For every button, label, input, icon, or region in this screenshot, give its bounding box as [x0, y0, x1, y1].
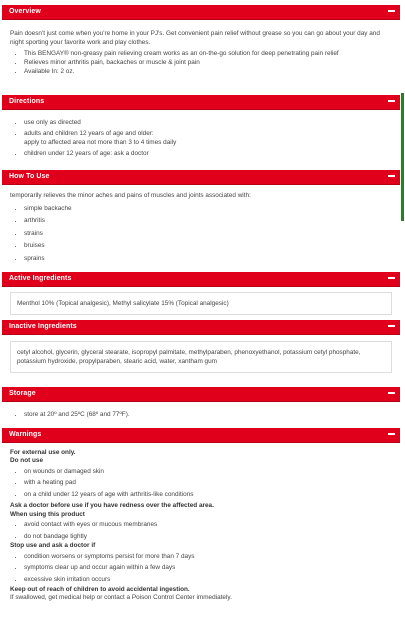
list-item: • bruises	[24, 240, 392, 253]
storage-title: Storage	[9, 390, 36, 397]
list-item: • on a child under 12 years of age with arthritis-like conditions	[24, 489, 392, 501]
list-item: • condition worsens or symptoms persist for more than 7 days	[24, 551, 392, 563]
warnings-swallowed: If swallowed, get medical help or contact a Poison Control Center immediately.	[10, 594, 232, 602]
list-item: • with a heating pad	[24, 477, 392, 489]
minus-icon[interactable]	[388, 10, 395, 12]
inactive-ingredients-text: cetyl alcohol, glycerin, glyceral stearate, isopropyl palmitate, methylparaben, phenoxyethanol, potassium cetyl phosphate, potassium hydroxide, propylparaben, stearic acid, water, xantham gum	[17, 349, 361, 365]
how-to-use-intro: temporarily relieves the minor aches and pains of muscles and joints associated with:	[10, 192, 251, 199]
list-item: • use only as directed	[24, 118, 392, 127]
active-ingredients-section	[2, 272, 400, 315]
overview-section	[2, 5, 400, 76]
inactive-ingredients-title: Inactive Ingredients	[9, 323, 77, 330]
list-item: • on wounds or damaged skin	[24, 466, 392, 478]
directions-body	[2, 110, 400, 158]
list-item: • arthritis	[24, 215, 392, 228]
directions-title: Directions	[9, 98, 45, 105]
minus-icon[interactable]	[388, 100, 395, 102]
list-item: • Available In: 2 oz.	[24, 67, 392, 76]
overview-title: Overview	[9, 8, 41, 15]
minus-icon[interactable]	[388, 277, 395, 279]
list-item-line: adults and children 12 years of age and older:	[24, 130, 154, 137]
storage-header[interactable]	[2, 387, 400, 402]
overview-list	[10, 49, 392, 76]
stop-use-list	[10, 551, 392, 586]
how-to-use-header[interactable]	[2, 170, 400, 185]
minus-icon[interactable]	[388, 325, 395, 327]
warnings-body	[2, 443, 400, 603]
page-edge-accent	[401, 93, 404, 221]
list-item	[24, 129, 392, 147]
warnings-section	[2, 428, 400, 603]
how-to-use-body	[2, 185, 400, 265]
inactive-ingredients-box	[10, 341, 392, 373]
active-ingredients-box	[10, 292, 392, 315]
overview-paragraph: Pain doesn't just come when you're home in your PJ's. Get convenient pain relief without grease so you can go about your day and night sporting your favorite work and play clothes.	[10, 30, 380, 46]
warnings-external: For external use only.	[10, 449, 76, 456]
do-not-use-list	[10, 466, 392, 501]
when-using-list	[10, 519, 392, 542]
overview-header[interactable]	[2, 5, 400, 20]
how-to-use-section	[2, 170, 400, 265]
directions-header[interactable]	[2, 95, 400, 110]
inactive-ingredients-section	[2, 320, 400, 373]
directions-list	[10, 118, 392, 158]
list-item: • excessive skin irritation occurs	[24, 574, 392, 586]
warnings-when-using: When using this product	[10, 510, 85, 518]
inactive-ingredients-header[interactable]	[2, 320, 400, 335]
how-to-use-list	[10, 203, 392, 266]
list-item: • strains	[24, 228, 392, 241]
list-item: • children under 12 years of age: ask a doctor	[24, 149, 392, 158]
how-to-use-title: How To Use	[9, 173, 50, 180]
list-item: • store at 20º and 25ºC (68º and 77ºF).	[24, 410, 392, 419]
minus-icon[interactable]	[388, 392, 395, 394]
list-item: • Relieves minor arthritis pain, backaches or muscle & joint pain	[24, 58, 392, 67]
list-item: • This BENGAY® non-greasy pain relieving cream works as an on-the-go solution for deep penetrating pain relief	[24, 49, 392, 58]
minus-icon[interactable]	[388, 433, 395, 435]
list-item: • simple backache	[24, 203, 392, 216]
storage-section	[2, 387, 400, 419]
active-ingredients-header[interactable]	[2, 272, 400, 287]
list-item: • avoid contact with eyes or mucous membranes	[24, 519, 392, 531]
list-item: • do not bandage tightly	[24, 531, 392, 543]
overview-body	[2, 20, 400, 76]
active-ingredients-text: Menthol 10% (Topical analgesic), Methyl salicylate 15% (Topical analgesic)	[17, 300, 229, 307]
warnings-do-not-use: Do not use	[10, 457, 44, 465]
directions-section	[2, 95, 400, 158]
list-item: • sprains	[24, 253, 392, 266]
warnings-stop-use: Stop use and ask a doctor if	[10, 542, 96, 550]
storage-body	[2, 402, 400, 419]
list-item: • symptoms clear up and occur again within a few days	[24, 562, 392, 574]
warnings-ask-doctor: Ask a doctor before use if you have redness over the affected area.	[10, 502, 214, 510]
minus-icon[interactable]	[388, 175, 395, 177]
storage-list	[10, 410, 392, 419]
list-item-line: apply to affected area not more than 3 to 4 times daily	[24, 139, 177, 146]
warnings-header[interactable]	[2, 428, 400, 443]
active-ingredients-title: Active Ingredients	[9, 275, 72, 282]
warnings-title: Warnings	[9, 431, 42, 438]
warnings-keep-out: Keep out of reach of children to avoid accidental ingestion.	[10, 586, 190, 594]
